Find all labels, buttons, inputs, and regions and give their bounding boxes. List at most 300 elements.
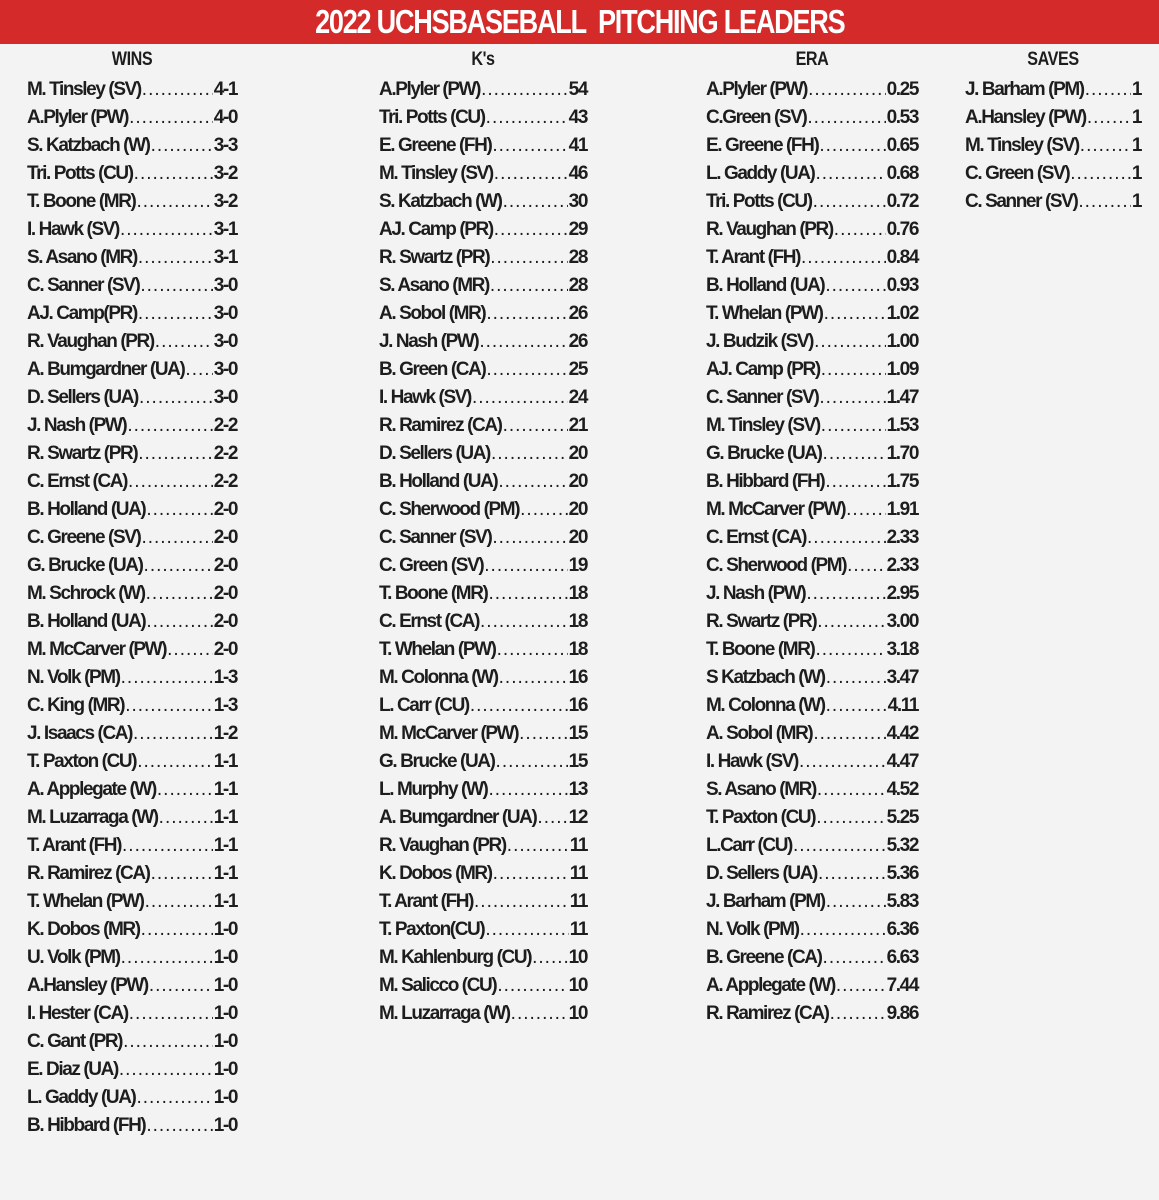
dot-leader: [846, 496, 885, 524]
dot-leader: [474, 888, 569, 916]
player-name: L. Carr (CU): [379, 695, 469, 716]
player-name: C. Ernst (CA): [706, 527, 807, 548]
dot-leader: [497, 972, 567, 1000]
player-name: A. Sobol (MR): [379, 303, 486, 324]
dot-leader: [486, 300, 567, 328]
leader-row: [27, 664, 237, 692]
leader-row: [27, 1000, 237, 1028]
dot-leader: [808, 76, 886, 104]
dot-leader: [825, 272, 885, 300]
player-name: C. Greene (SV): [27, 527, 141, 548]
stat-value: 21: [568, 415, 587, 436]
dot-leader: [146, 608, 212, 636]
leader-row: [27, 832, 237, 860]
leader-row: [27, 76, 237, 104]
stat-value: 3-1: [213, 247, 237, 268]
leader-row: [27, 440, 237, 468]
leader-row: [706, 132, 918, 160]
player-name: M. Luzarraga (W): [379, 1003, 510, 1024]
stat-value: 0.25: [886, 79, 918, 100]
player-name: C. King (MR): [27, 695, 125, 716]
page-title: 2022 UCHSBASEBALL PITCHING LEADERS: [314, 3, 845, 40]
leader-row: [27, 244, 237, 272]
dot-leader: [138, 300, 213, 328]
leader-row: [706, 328, 918, 356]
player-name: T. Boone (MR): [706, 639, 815, 660]
player-name: J. Nash (PW): [379, 331, 479, 352]
player-name: T. Boone (MR): [27, 191, 136, 212]
leader-row: [27, 972, 237, 1000]
stat-value: 28: [568, 275, 587, 296]
player-name: M. Tinsley (SV): [27, 79, 141, 100]
player-name: S. Katzbach (W): [27, 135, 150, 156]
leader-row: [706, 888, 918, 916]
stat-value: 1-0: [213, 1003, 237, 1024]
dot-leader: [151, 860, 213, 888]
stat-value: 3-0: [213, 331, 237, 352]
dot-leader: [149, 972, 213, 1000]
leader-row: [706, 356, 918, 384]
dot-leader: [157, 776, 213, 804]
player-name: A.Hansley (PW): [965, 107, 1086, 128]
stat-value: 1.00: [886, 331, 918, 352]
leader-row: [965, 188, 1141, 216]
player-name: B. Hibbard (FH): [706, 471, 825, 492]
stat-value: 1.02: [886, 303, 918, 324]
dot-leader: [799, 748, 886, 776]
leader-row: [379, 496, 587, 524]
player-name: C. Ernst (CA): [379, 611, 480, 632]
dot-leader: [488, 776, 567, 804]
stat-value: 16: [568, 667, 587, 688]
stat-value: 3-2: [213, 191, 237, 212]
player-name: C. Sanner (SV): [706, 387, 819, 408]
leader-row: [379, 860, 587, 888]
dot-leader: [138, 244, 213, 272]
stat-value: 13: [568, 779, 587, 800]
dot-leader: [491, 440, 568, 468]
dot-leader: [137, 748, 213, 776]
dot-leader: [479, 328, 567, 356]
player-name: M. Tinsley (SV): [965, 135, 1079, 156]
stat-value: 43: [568, 107, 587, 128]
dot-leader: [806, 580, 885, 608]
leader-row: [706, 384, 918, 412]
leader-row: [379, 160, 587, 188]
stat-value: 11: [569, 863, 587, 884]
dot-leader: [1070, 160, 1131, 188]
player-name: E. Diaz (UA): [27, 1059, 118, 1080]
leader-row: [379, 104, 587, 132]
era-list: [706, 76, 918, 1028]
leader-row: [379, 216, 587, 244]
leader-row: [27, 720, 237, 748]
stat-value: 1: [1131, 163, 1141, 184]
stat-value: 10: [568, 947, 587, 968]
stat-value: 10: [568, 975, 587, 996]
leader-row: [27, 552, 237, 580]
leader-row: [27, 1028, 237, 1056]
player-name: U. Volk (PM): [27, 947, 120, 968]
player-name: Tri. Potts (CU): [27, 163, 133, 184]
player-name: M. Colonna (W): [706, 695, 825, 716]
stat-value: 4.11: [887, 695, 918, 716]
dot-leader: [821, 412, 886, 440]
dot-leader: [800, 916, 886, 944]
wins-list: [27, 76, 237, 1140]
player-name: R. Ramirez (CA): [27, 863, 150, 884]
stat-value: 3.00: [886, 611, 918, 632]
stat-value: 0.65: [886, 135, 918, 156]
player-name: A.Plyler (PW): [27, 107, 129, 128]
leader-row: [706, 412, 918, 440]
leader-row: [27, 160, 237, 188]
leader-row: [706, 608, 918, 636]
stat-value: 41: [568, 135, 587, 156]
leader-row: [379, 692, 587, 720]
stat-value: 2-2: [213, 443, 237, 464]
leader-row: [27, 188, 237, 216]
leader-row: [379, 888, 587, 916]
player-name: A. Bumgardner (UA): [379, 807, 537, 828]
dot-leader: [826, 664, 886, 692]
player-name: M. Tinsley (SV): [379, 163, 493, 184]
player-name: A. Bumgardner (UA): [27, 359, 185, 380]
player-name: C. Sherwood (PM): [706, 555, 847, 576]
player-name: T. Whelan (PW): [379, 639, 496, 660]
stat-value: 3-0: [213, 387, 237, 408]
player-name: E. Greene (FH): [706, 135, 819, 156]
player-name: L. Gaddy (UA): [27, 1087, 136, 1108]
dot-leader: [134, 160, 213, 188]
saves-column: [965, 48, 1141, 216]
leader-row: [706, 692, 918, 720]
stat-value: 30: [568, 191, 587, 212]
player-name: A. Applegate (W): [27, 779, 156, 800]
leader-row: [379, 76, 587, 104]
stat-value: 11: [569, 835, 587, 856]
dot-leader: [128, 468, 213, 496]
player-name: I. Hawk (SV): [706, 751, 798, 772]
stat-value: 6.36: [886, 919, 918, 940]
saves-header: SAVES: [1027, 49, 1079, 70]
dot-leader: [813, 720, 885, 748]
leader-row: [27, 944, 237, 972]
player-name: J. Nash (PW): [706, 583, 806, 604]
dot-leader: [119, 1056, 213, 1084]
player-name: M. Tinsley (SV): [706, 415, 820, 436]
stat-value: 0.76: [886, 219, 918, 240]
player-name: R. Swartz (PR): [27, 443, 138, 464]
stat-value: 1-1: [213, 835, 237, 856]
player-name: E. Greene (FH): [379, 135, 492, 156]
dot-leader: [824, 300, 886, 328]
leader-row: [706, 944, 918, 972]
leader-row: [27, 468, 237, 496]
stat-value: 1-0: [213, 1087, 237, 1108]
stat-value: 25: [568, 359, 587, 380]
leader-row: [379, 244, 587, 272]
leader-row: [965, 132, 1141, 160]
leader-row: [706, 76, 918, 104]
dot-leader: [123, 1028, 213, 1056]
stat-value: 1-3: [213, 695, 237, 716]
stat-value: 19: [568, 555, 587, 576]
stat-value: 1-2: [213, 723, 237, 744]
dot-leader: [825, 468, 885, 496]
player-name: R. Ramirez (CA): [706, 1003, 829, 1024]
stat-value: 2-0: [213, 611, 237, 632]
leader-row: [379, 272, 587, 300]
wins-header: WINS: [111, 49, 153, 70]
player-name: A. Sobol (MR): [706, 723, 813, 744]
leader-row: [706, 272, 918, 300]
player-name: L. Gaddy (UA): [706, 163, 815, 184]
player-name: K. Dobos (MR): [27, 919, 140, 940]
leader-row: [706, 496, 918, 524]
leader-row: [379, 636, 587, 664]
stat-value: 1-1: [213, 863, 237, 884]
player-name: A.Hansley (PW): [27, 975, 148, 996]
player-name: C. Gant (PR): [27, 1031, 123, 1052]
dot-leader: [155, 328, 213, 356]
stat-value: 1.91: [886, 499, 918, 520]
leader-row: [27, 580, 237, 608]
dot-leader: [185, 356, 212, 384]
player-name: M. Schrock (W): [27, 583, 145, 604]
player-name: C. Sanner (SV): [379, 527, 492, 548]
player-name: G. Brucke (UA): [379, 751, 495, 772]
player-name: S. Asano (MR): [379, 275, 489, 296]
player-name: T. Whelan (PW): [706, 303, 823, 324]
stat-value: 1: [1131, 107, 1141, 128]
leader-row: [379, 300, 587, 328]
dot-leader: [480, 608, 568, 636]
leader-row: [379, 776, 587, 804]
stat-value: 1.75: [886, 471, 918, 492]
leader-row: [706, 160, 918, 188]
player-name: D. Sellers (UA): [27, 387, 138, 408]
stat-value: 1-1: [213, 779, 237, 800]
stat-value: 9.86: [886, 1003, 918, 1024]
player-name: M. Luzarraga (W): [27, 807, 158, 828]
stat-value: 2-0: [213, 555, 237, 576]
dot-leader: [815, 636, 885, 664]
player-name: M. Salicco (CU): [379, 975, 497, 996]
player-name: C. Sanner (SV): [27, 275, 140, 296]
stat-value: 1.70: [886, 443, 918, 464]
player-name: A.Plyler (PW): [379, 79, 481, 100]
player-name: J. Budzik (SV): [706, 331, 814, 352]
leader-row: [706, 1000, 918, 1028]
dot-leader: [815, 160, 885, 188]
player-name: S. Asano (MR): [706, 779, 816, 800]
stat-value: 3-2: [213, 163, 237, 184]
dot-leader: [141, 524, 212, 552]
player-name: C. Green (SV): [965, 163, 1070, 184]
stat-value: 18: [568, 639, 587, 660]
stat-value: 15: [568, 723, 587, 744]
leader-row: [27, 888, 237, 916]
player-name: AJ. Camp(PR): [27, 303, 137, 324]
player-name: I. Hawk (SV): [27, 219, 119, 240]
dot-leader: [472, 384, 568, 412]
leader-row: [27, 916, 237, 944]
stat-value: 3.18: [886, 639, 918, 660]
stat-value: 6.63: [886, 947, 918, 968]
leader-row: [27, 104, 237, 132]
title-banner: [0, 0, 1159, 44]
stat-value: 1.47: [886, 387, 918, 408]
stat-value: 18: [568, 583, 587, 604]
leader-row: [379, 328, 587, 356]
leader-row: [965, 104, 1141, 132]
leader-row: [27, 748, 237, 776]
leader-row: [379, 468, 587, 496]
player-name: I. Hester (CA): [27, 1003, 128, 1024]
dot-leader: [814, 328, 886, 356]
era-header: ERA: [795, 49, 829, 70]
player-name: D. Sellers (UA): [706, 863, 817, 884]
wins-column: [27, 48, 237, 1140]
stat-value: 4-0: [213, 107, 237, 128]
dot-leader: [823, 440, 886, 468]
stat-value: 1.53: [886, 415, 918, 436]
dot-leader: [826, 888, 886, 916]
leader-row: [706, 720, 918, 748]
leader-row: [27, 608, 237, 636]
player-name: I. Hawk (SV): [379, 387, 471, 408]
dot-leader: [133, 720, 213, 748]
leader-row: [706, 524, 918, 552]
stat-value: 24: [568, 387, 587, 408]
stat-value: 4.47: [886, 751, 918, 772]
stat-value: 28: [568, 247, 587, 268]
leader-row: [379, 580, 587, 608]
leader-row: [706, 636, 918, 664]
player-name: A. Applegate (W): [706, 975, 835, 996]
player-name: J. Barham (PM): [706, 891, 825, 912]
stat-value: 1: [1131, 135, 1141, 156]
stat-value: 5.83: [886, 891, 918, 912]
dot-leader: [146, 1112, 212, 1140]
dot-leader: [507, 832, 569, 860]
leader-row: [27, 300, 237, 328]
era-column: [706, 48, 918, 1028]
player-name: S Katzbach (W): [706, 667, 825, 688]
player-name: S. Katzbach (W): [379, 191, 502, 212]
player-name: J. Barham (PM): [965, 79, 1084, 100]
dot-leader: [125, 692, 213, 720]
stat-value: 2-0: [213, 499, 237, 520]
leader-row: [27, 860, 237, 888]
dot-leader: [503, 412, 568, 440]
dot-leader: [167, 636, 213, 664]
leader-row: [27, 804, 237, 832]
dot-leader: [146, 580, 213, 608]
dot-leader: [830, 1000, 886, 1028]
player-name: AJ. Camp (PR): [706, 359, 820, 380]
player-name: T. Boone (MR): [379, 583, 488, 604]
player-name: R. Vaughan (PR): [706, 219, 833, 240]
leader-row: [379, 440, 587, 468]
stat-value: 5.25: [886, 807, 918, 828]
ks-header: K's: [471, 49, 495, 70]
leader-row: [706, 664, 918, 692]
player-name: T. Paxton(CU): [379, 919, 485, 940]
player-name: S. Asano (MR): [27, 247, 137, 268]
dot-leader: [122, 832, 213, 860]
player-name: R. Ramirez (CA): [379, 415, 502, 436]
dot-leader: [481, 76, 568, 104]
stat-value: 2.33: [886, 555, 918, 576]
player-name: C. Green (SV): [379, 555, 484, 576]
stat-value: 4.42: [886, 723, 918, 744]
stat-value: 4-1: [213, 79, 237, 100]
dot-leader: [818, 860, 886, 888]
stat-value: 20: [568, 443, 587, 464]
player-name: R. Vaughan (PR): [27, 331, 154, 352]
dot-leader: [129, 104, 213, 132]
leader-row: [27, 776, 237, 804]
leader-row: [379, 412, 587, 440]
dot-leader: [136, 188, 212, 216]
stat-value: 1: [1131, 79, 1141, 100]
leader-row: [27, 412, 237, 440]
stat-value: 54: [568, 79, 587, 100]
stat-value: 1-0: [213, 947, 237, 968]
leader-row: [27, 384, 237, 412]
leader-row: [27, 1084, 237, 1112]
player-name: R. Vaughan (PR): [379, 835, 506, 856]
stat-value: 3-0: [213, 275, 237, 296]
stat-value: 3-1: [213, 219, 237, 240]
player-name: L.Carr (CU): [706, 835, 792, 856]
leader-row: [706, 440, 918, 468]
stat-value: 18: [568, 611, 587, 632]
leader-row: [379, 972, 587, 1000]
stat-value: 2-2: [213, 415, 237, 436]
stat-value: 1-0: [213, 975, 237, 996]
dot-leader: [146, 496, 212, 524]
stat-value: 2-2: [213, 471, 237, 492]
dot-leader: [1085, 76, 1131, 104]
dot-leader: [120, 216, 213, 244]
stat-value: 0.68: [886, 163, 918, 184]
ks-column: [379, 48, 587, 1028]
stat-value: 1.09: [886, 359, 918, 380]
dot-leader: [140, 272, 212, 300]
player-name: T. Paxton (CU): [706, 807, 816, 828]
leader-row: [706, 188, 918, 216]
dot-leader: [144, 552, 213, 580]
saves-list: [965, 76, 1141, 216]
dot-leader: [823, 944, 886, 972]
player-name: R. Swartz (PR): [706, 611, 817, 632]
stat-value: 5.36: [886, 863, 918, 884]
player-name: T. Arant (FH): [379, 891, 474, 912]
dot-leader: [136, 1084, 212, 1112]
dot-leader: [488, 580, 567, 608]
leader-row: [27, 1056, 237, 1084]
leader-row: [379, 804, 587, 832]
dot-leader: [817, 776, 886, 804]
stat-value: 2-0: [213, 639, 237, 660]
leader-row: [379, 720, 587, 748]
stat-value: 20: [568, 499, 587, 520]
stat-value: 2-0: [213, 527, 237, 548]
player-name: C. Sherwood (PM): [379, 499, 520, 520]
